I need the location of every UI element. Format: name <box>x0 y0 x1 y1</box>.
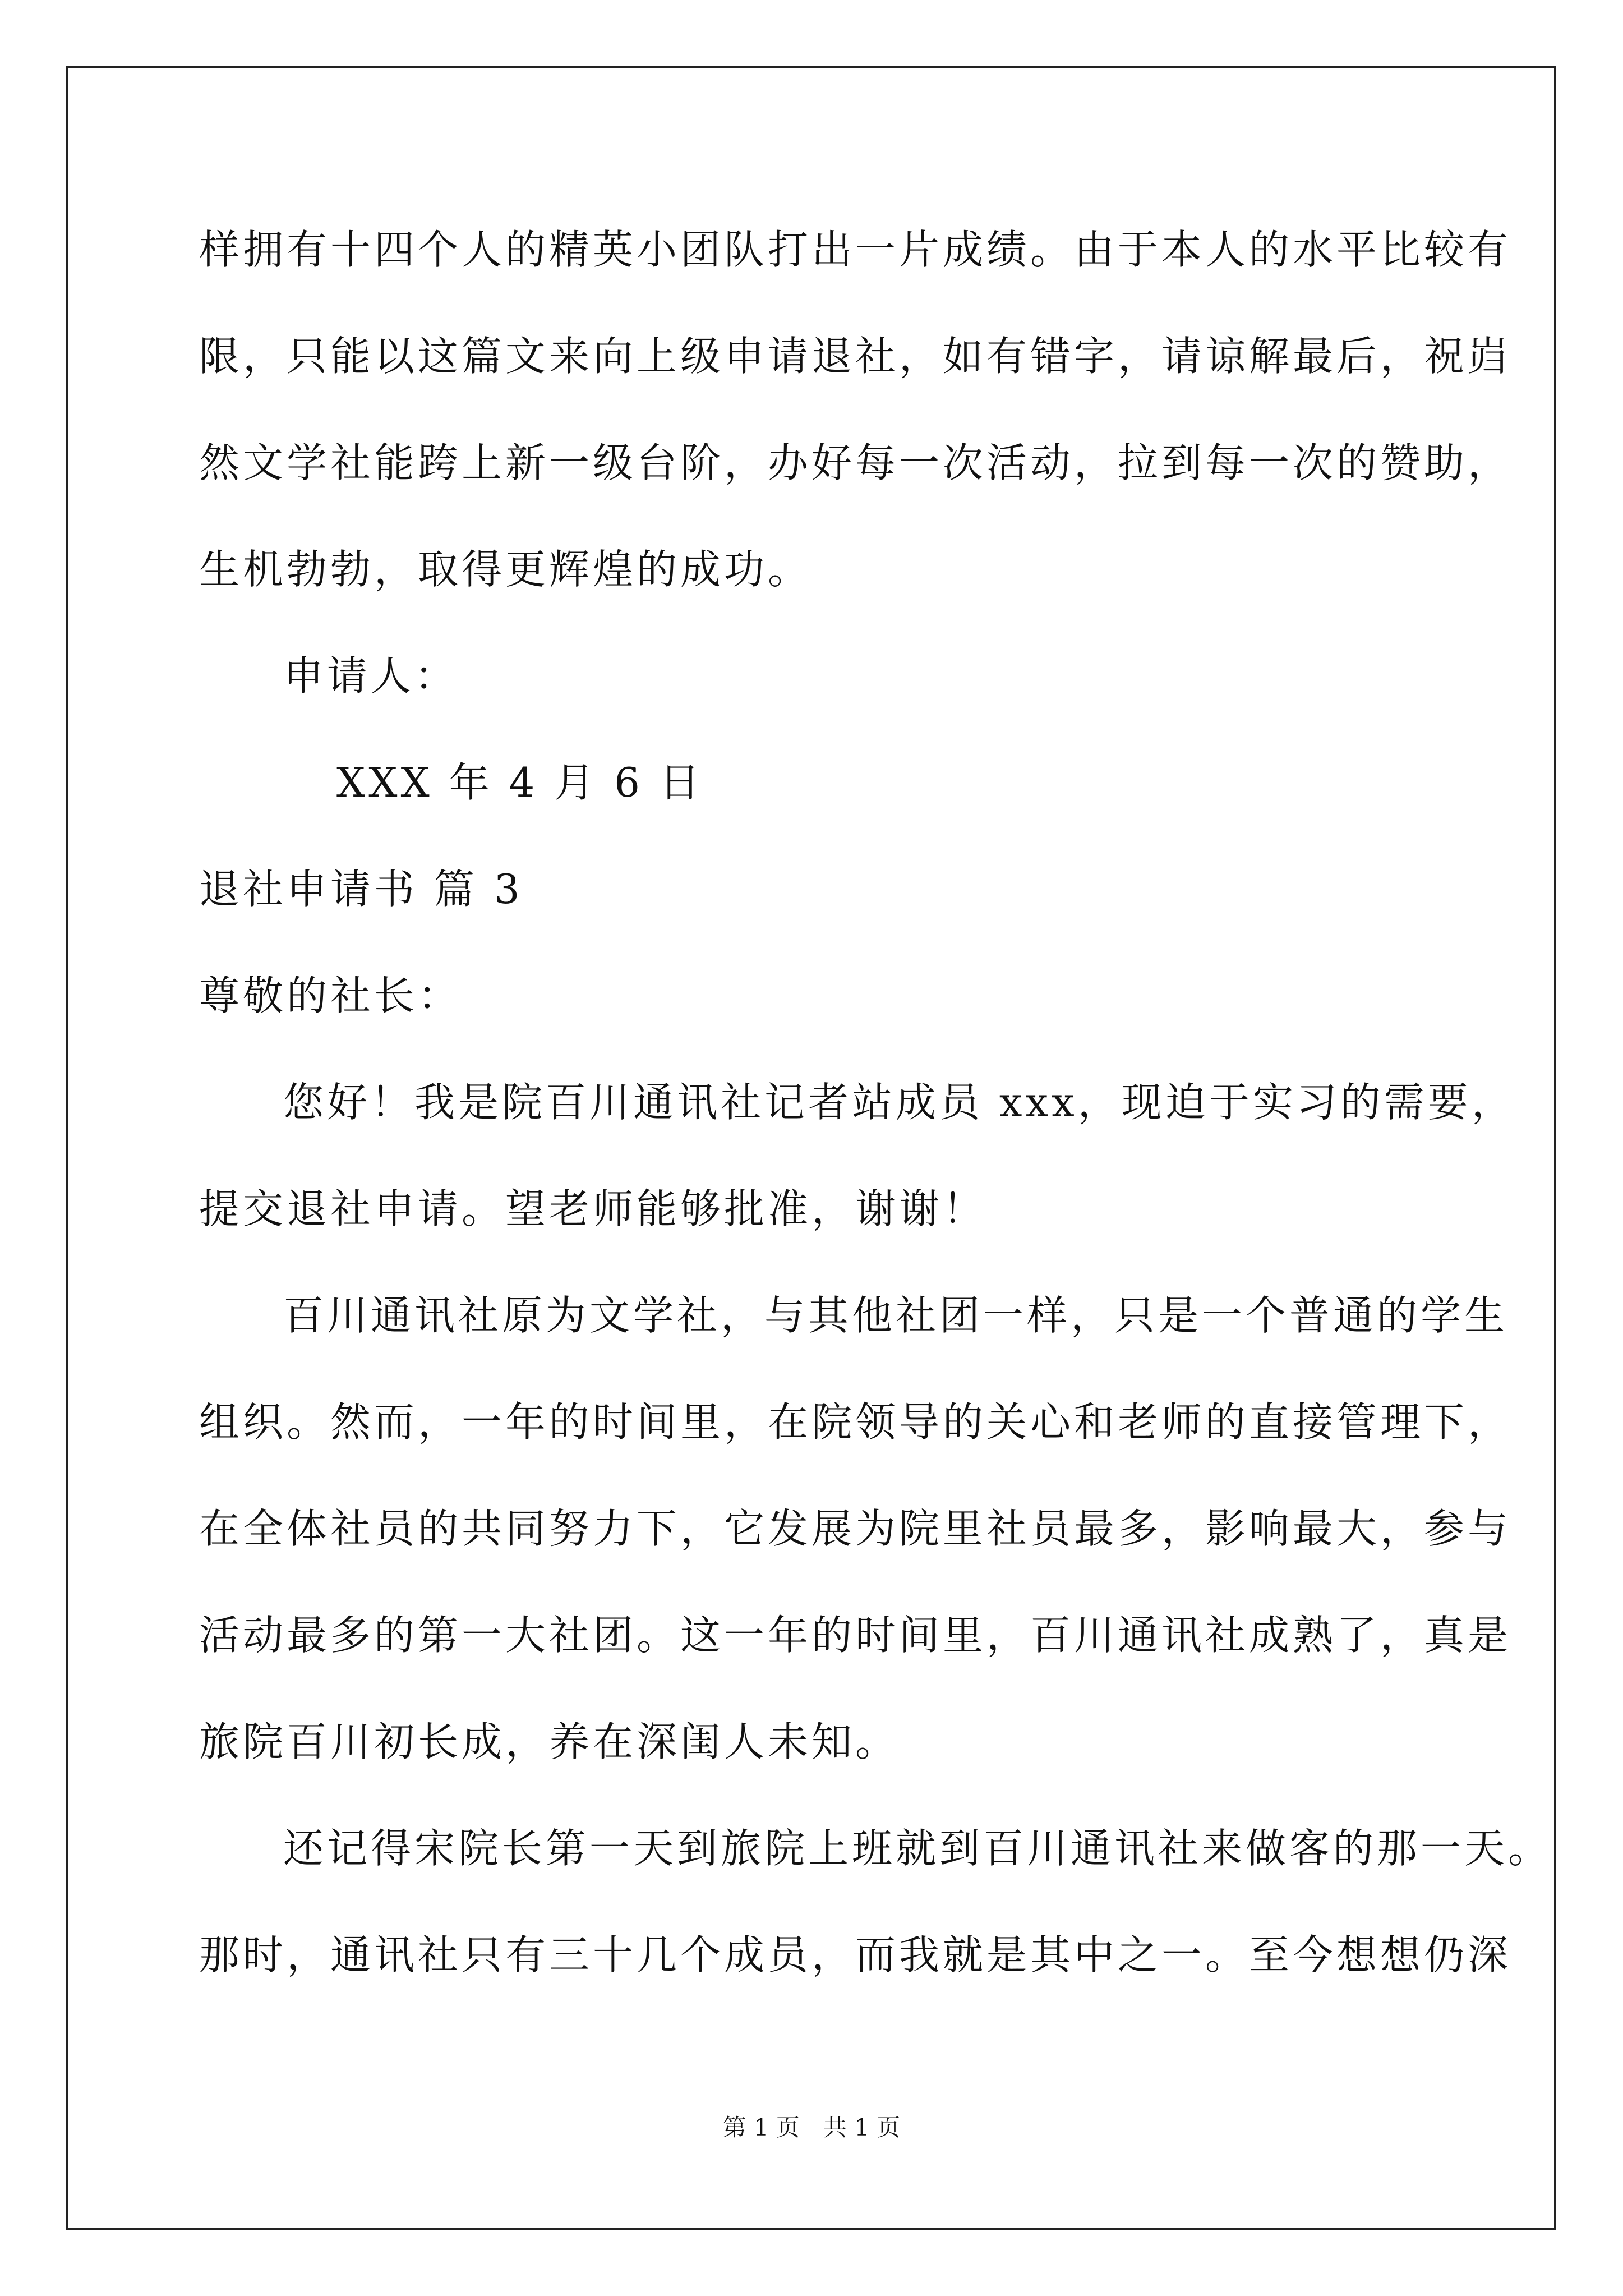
salutation: 尊敬的社长： <box>199 972 462 1019</box>
page-border <box>66 66 1556 2230</box>
text-line: 百川通讯社原为文学社，与其他社团一样，只是一个普通的学生 <box>283 1292 1509 1339</box>
text-line: 还记得宋院长第一天到旅院上班就到百川通讯社来做客的那一天。 <box>283 1825 1552 1872</box>
date-line: XXX 年 4 月 6 日 <box>336 759 703 806</box>
text-line: 您好！我是院百川通讯社记者站成员 xxx，现迫于实习的需要， <box>283 1079 1515 1126</box>
applicant-label: 申请人： <box>283 652 459 700</box>
page-footer: 第 1 页 共 1 页 <box>722 2114 901 2141</box>
text-line: 样拥有十四个人的精英小团队打出一片成绩。由于本人的水平比较有 <box>199 226 1512 273</box>
text-line: 活动最多的第一大社团。这一年的时间里，百川通讯社成熟了，真是 <box>199 1612 1512 1659</box>
text-line: 组织。然而，一年的时间里，在院领导的关心和老师的直接管理下， <box>199 1398 1512 1446</box>
text-line: 旅院百川初长成，养在深闺人未知。 <box>199 1718 900 1765</box>
text-line: 限，只能以这篇文来向上级申请退社，如有错字，请谅解最后，祝岿 <box>199 333 1512 380</box>
section-heading: 退社申请书 篇 3 <box>199 866 523 913</box>
text-line: 提交退社申请。望老师能够批准，谢谢！ <box>199 1185 987 1232</box>
text-line: 生机勃勃，取得更辉煌的成功。 <box>199 546 812 593</box>
text-line: 那时，通讯社只有三十几个成员，而我就是其中之一。至今想想仍深 <box>199 1931 1512 1978</box>
text-line: 然文学社能跨上新一级台阶，办好每一次活动，拉到每一次的赞助， <box>199 439 1512 486</box>
text-line: 在全体社员的共同努力下，它发展为院里社员最多，影响最大，参与 <box>199 1505 1512 1552</box>
